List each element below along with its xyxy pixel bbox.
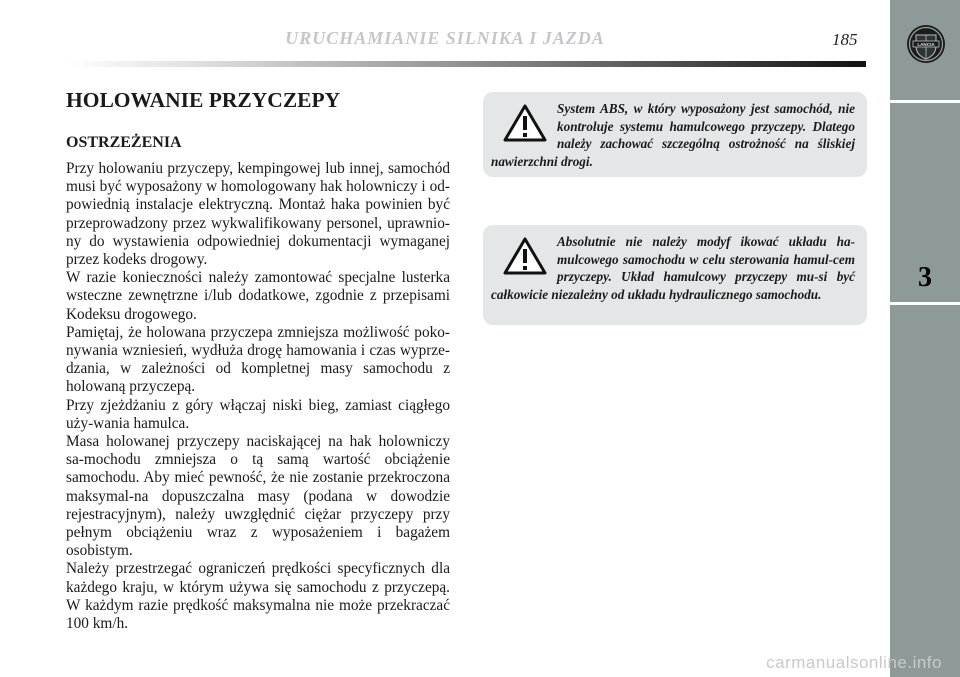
section-title: HOLOWANIE PRZYCZEPY	[66, 88, 341, 112]
page-number: 185	[832, 30, 858, 49]
warning-box	[483, 225, 867, 325]
paragraph: Pamiętaj, że holowana przyczepa zmniejsza możliwość poko-nywania wzniesień, wydłuża drogę hamowania i czas wyprze-dzania, w zależności od kompletnej masy samochodu z holowaną przyczepą.	[66, 323, 450, 396]
header-rule	[66, 61, 866, 67]
paragraph: Przy zjeżdżaniu z góry włączaj niski bieg, zamiast ciągłego uży-wania hamulca.	[66, 396, 450, 432]
warning-box	[483, 92, 867, 177]
section-subtitle: OSTRZEŻENIA	[66, 134, 182, 151]
sidebar-divider	[890, 302, 960, 305]
warning-triangle-icon	[503, 237, 547, 275]
sidebar-divider	[890, 100, 960, 103]
watermark: carmanualsonline.info	[766, 653, 942, 672]
lancia-logo-icon	[906, 24, 946, 64]
warning-triangle-icon	[503, 104, 547, 142]
paragraph: W razie konieczności należy zamontować specjalne lusterka wsteczne zewnętrzne i/lub dodatkowe, zgodnie z przepisami Kodeksu drogowego.	[66, 269, 450, 323]
warning-text: Absolutnie nie należy modyf ikować układu ha-mulcowego samochodu w celu sterowania hamul-cem przyczepy. Układ hamulcowy przyczepy mu-si być całkowicie niezależny od układu hydraulicznego samochodu.	[491, 234, 855, 302]
chapter-sidebar	[890, 0, 960, 677]
paragraph: Należy przestrzegać ograniczeń prędkości specyficznych dla każdego kraju, w którym używa się samochodu z przyczepą. W każdym razie prędkość maksymalna nie może przekraczać 100 km/h.	[66, 560, 450, 633]
logo-text: LANCIA	[917, 41, 935, 47]
warning-text: System ABS, w który wyposażony jest samochód, nie kontroluje systemu hamulcowego przyczepy. Dlatego należy zachować szczególną ostrożność na śliskiej nawierzchni drogi.	[491, 101, 855, 169]
paragraph: Przy holowaniu przyczepy, kempingowej lub innej, samochód musi być wyposażony w homologowany hak holowniczy i od-powiednią instalacje elektryczną. Montaż haka powinien być przeprowadzony przez wykwalifikowany personel, uprawnio-ny do wystawienia odpowiedniej dokumentacji wymaganej przez kodeks drogowy.	[66, 160, 450, 269]
running-title: URUCHAMIANIE SILNIKA I JAZDA	[285, 28, 605, 48]
paragraph: Masa holowanej przyczepy naciskającej na hak holowniczy sa-mochodu zmniejsza o tą samą wartość obciążenie samochodu. Aby mieć pewność, że nie zostanie przekroczona maksymal-na dopuszczalna masy (podana w dowodzie rejestracyjnym), należy uwzględnić ciężar przyczepy przy pełnym obciążeniu wraz z wyposażeniem i bagażem osobistym.	[66, 433, 450, 560]
body-text	[66, 160, 450, 633]
chapter-number: 3	[918, 262, 932, 293]
